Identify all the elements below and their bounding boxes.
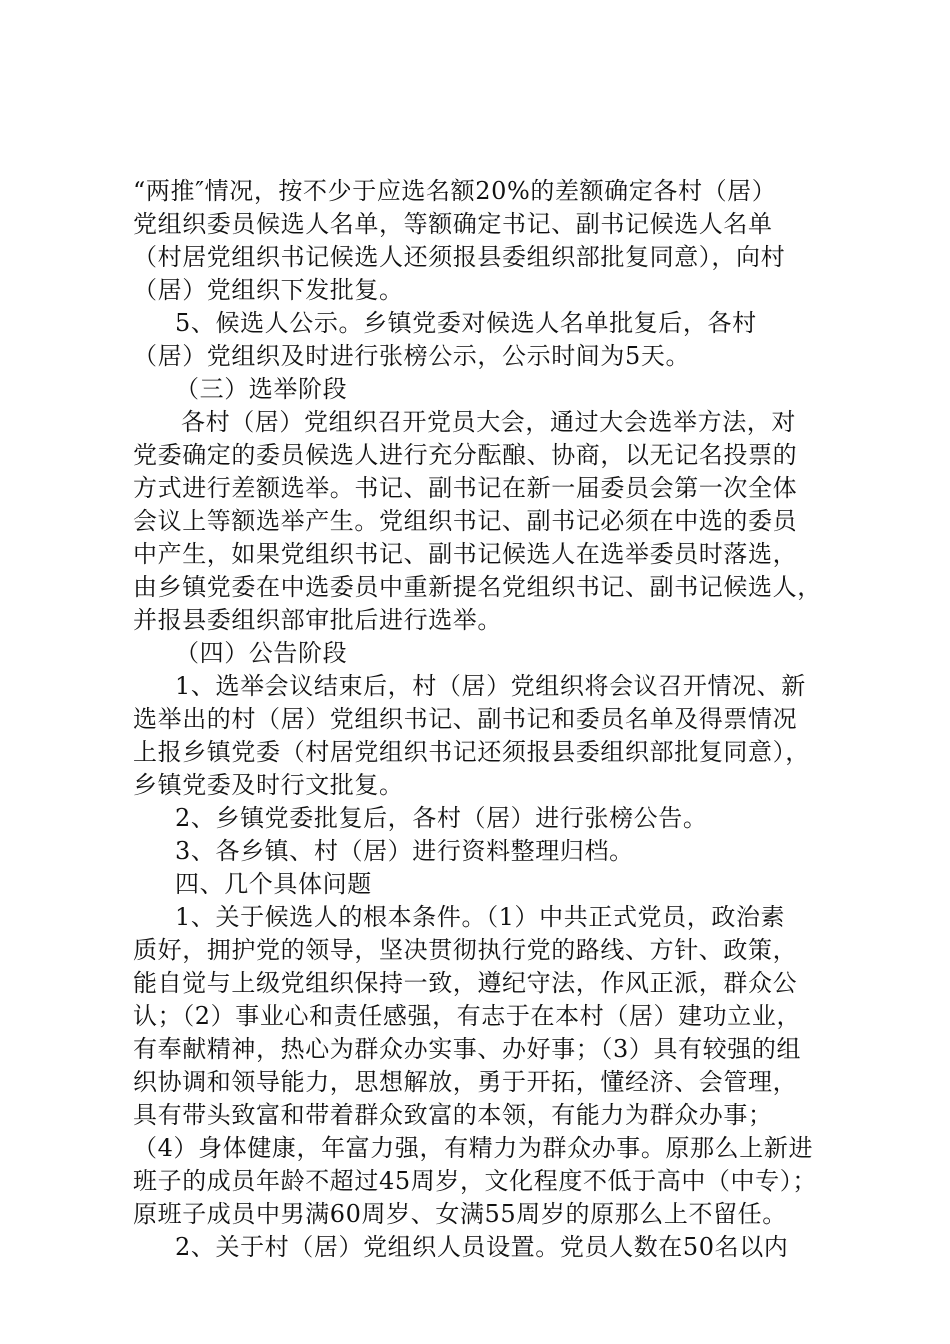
text-line: 1、选举会议结束后，村（居）党组织将会议召开情况、新 bbox=[175, 672, 806, 700]
text-line: “两推″情况，按不少于应选名额20%的差额确定各村（居） bbox=[133, 177, 777, 205]
text-line: （村居党组织书记候选人还须报县委组织部批复同意），向村 bbox=[133, 243, 786, 271]
text-line: 具有带头致富和带着群众致富的本领，有能力为群众办事； bbox=[133, 1101, 773, 1129]
text-line: （4）身体健康，年富力强，有精力为群众办事。原那么上新进 bbox=[133, 1134, 814, 1162]
text-line: 选举出的村（居）党组织书记、副书记和委员名单及得票情况 bbox=[133, 705, 798, 733]
text-line: 有奉献精神，热心为群众办实事、办好事；（3）具有较强的组 bbox=[133, 1035, 802, 1063]
text-line: 3、各乡镇、村（居）进行资料整理归档。 bbox=[175, 837, 634, 865]
text-line: 乡镇党委及时行文批复。 bbox=[133, 771, 404, 799]
text-line: 党委确定的委员候选人进行充分酝酿、协商，以无记名投票的 bbox=[133, 441, 798, 469]
text-line: 上报乡镇党委（村居党组织书记还须报县委组织部批复同意）， bbox=[133, 738, 810, 766]
text-line: 2、关于村（居）党组织人员设置。党员人数在50名以内 bbox=[175, 1233, 789, 1261]
text-line: 织协调和领导能力，思想解放，勇于开拓，懂经济、会管理， bbox=[133, 1068, 798, 1096]
text-line: 能自觉与上级党组织保持一致，遵纪守法，作风正派，群众公 bbox=[133, 969, 798, 997]
text-line: 认；（2）事业心和责任感强，有志于在本村（居）建功立业， bbox=[133, 1002, 802, 1030]
text-line: 5、候选人公示。乡镇党委对候选人名单批复后，各村 bbox=[175, 309, 757, 337]
text-line: （居）党组织下发批复。 bbox=[133, 276, 404, 304]
text-line: 由乡镇党委在中选委员中重新提名党组织书记、副书记候选人， bbox=[133, 573, 822, 601]
text-line: 各村（居）党组织召开党员大会，通过大会选举方法，对 bbox=[181, 408, 796, 436]
text-line: 并报县委组织部审批后进行选举。 bbox=[133, 606, 502, 634]
text-line: 方式进行差额选举。书记、副书记在新一届委员会第一次全体 bbox=[133, 474, 798, 502]
section-heading: （三）选举阶段 bbox=[175, 375, 348, 403]
section-heading: （四）公告阶段 bbox=[175, 639, 348, 667]
text-line: 质好，拥护党的领导，坚决贯彻执行党的路线、方针、政策， bbox=[133, 936, 798, 964]
text-line: 2、乡镇党委批复后，各村（居）进行张榜公告。 bbox=[175, 804, 708, 832]
section-heading: 四、几个具体问题 bbox=[175, 870, 372, 898]
text-line: 1、关于候选人的根本条件。（1）中共正式党员，政治素 bbox=[175, 903, 786, 931]
text-line: 会议上等额选举产生。党组织书记、副书记必须在中选的委员 bbox=[133, 507, 798, 535]
text-line: 班子的成员年龄不超过45周岁，文化程度不低于高中（中专）； bbox=[133, 1167, 817, 1195]
text-line: （居）党组织及时进行张榜公示，公示时间为5天。 bbox=[133, 342, 691, 370]
text-line: 中产生，如果党组织书记、副书记候选人在选举委员时落选， bbox=[133, 540, 798, 568]
text-line: 党组织委员候选人名单，等额确定书记、副书记候选人名单 bbox=[133, 210, 773, 238]
text-line: 原班子成员中男满60周岁、女满55周岁的原那么上不留任。 bbox=[133, 1200, 787, 1228]
